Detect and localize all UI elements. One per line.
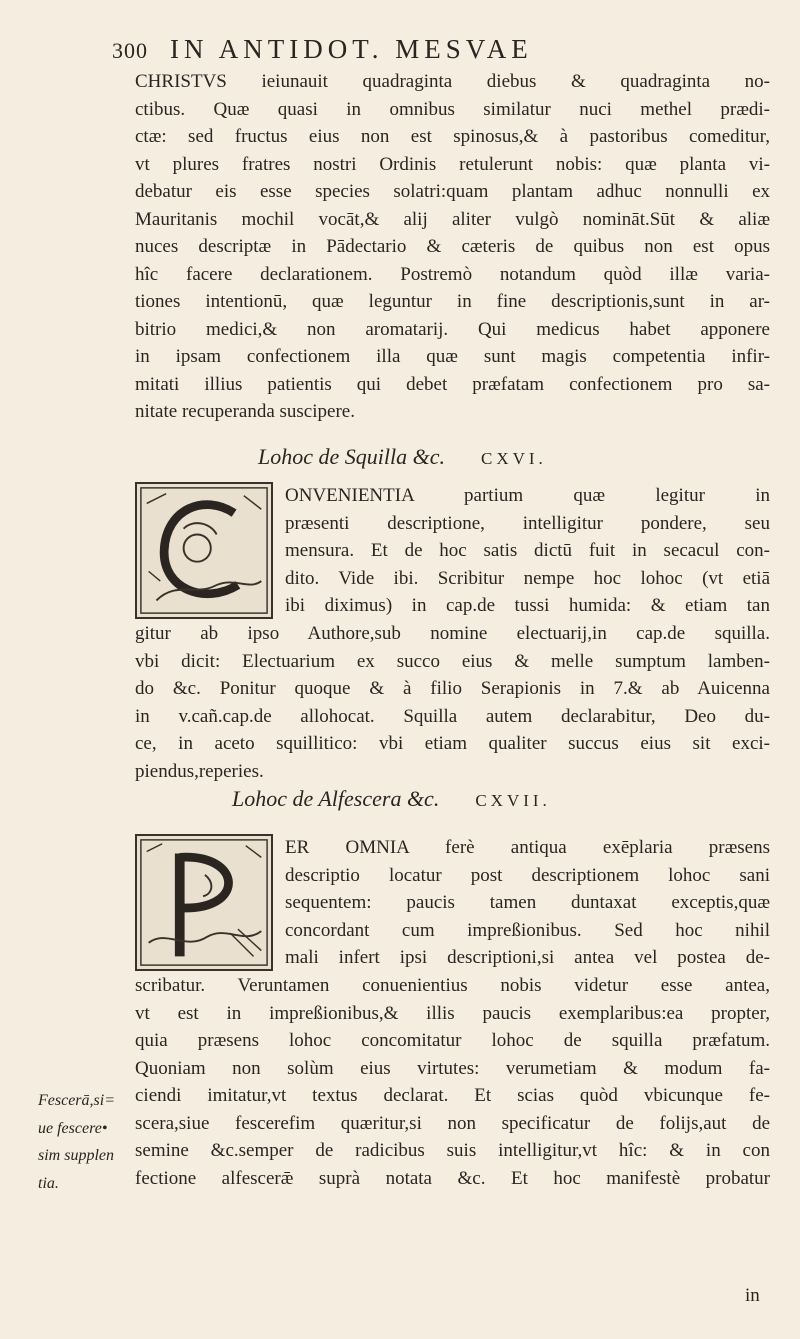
text-line: fectione alfescerǣ suprà notata &c. Et hoc manifestè probatur <box>135 1167 770 1189</box>
text-line: scera,siue fescerefim quæritur,si non specificatur de folijs,aut de <box>135 1112 770 1134</box>
text-line: piendus,reperies. <box>135 760 264 782</box>
text-line: mitati illius patientis qui debet præfatam confectionem pro sa- <box>135 373 770 395</box>
text-line: tiones intentionū, quæ leguntur in fine descriptionis,sunt in ar- <box>135 291 770 312</box>
text-line: ctæ: sed fructus eius non est spinosus,& à pastoribus comeditur, <box>135 126 770 147</box>
text-line: ce, in aceto squillitico: vbi etiam qualiter succus eius sit exci- <box>135 733 770 754</box>
text-line: concordant cum impreßionibus. Sed hoc nihil <box>285 919 770 941</box>
text-line: ER OMNIA ferè antiqua exēplaria præsens <box>285 837 770 858</box>
text-line: quia præsens lohoc concomitatur lohoc de squilla præfatum. <box>135 1030 770 1051</box>
text-line: CHRISTVS ieiunauit quadraginta diebus & quadraginta no- <box>135 71 770 92</box>
woodcut-initial-p <box>135 834 273 971</box>
catchword: in <box>745 1285 760 1306</box>
text-line: vt plures fratres nostri Ordinis retulerunt nobis: quæ planta vi- <box>135 153 770 175</box>
page-number: 300 <box>112 38 148 63</box>
text-line: hîc facere declarationem. Postremò notandum quòd illæ varia- <box>135 263 770 285</box>
text-line: ONVENIENTIA partium quæ legitur in <box>285 485 770 506</box>
running-head <box>112 34 672 65</box>
text-line: bitrio medici,& non aromatarij. Qui medicus habet apponere <box>135 318 770 340</box>
text-line: ibi diximus) in cap.de tussi humida: & etiam tan <box>285 595 770 616</box>
text-line: præsenti descriptione, intelligitur pondere, seu <box>285 512 770 534</box>
text-line: vt est in impreßionibus,& illis paucis exemplaribus:ea propter, <box>135 1002 770 1024</box>
margin-note-line: ue fescere• <box>38 1119 108 1137</box>
ornamental-initial-icon <box>137 484 271 617</box>
text-line: debatur eis esse species solatri:quam plantam adhuc nonnulli ex <box>135 181 770 202</box>
running-title: IN ANTIDOT. MESVAE <box>170 34 533 64</box>
text-line: mensura. Et de hoc satis dictū fuit in secacul con- <box>285 540 770 561</box>
marginal-note <box>38 1087 136 1197</box>
margin-note-line: Fescerā,si= <box>38 1092 115 1109</box>
text-line: do &c. Ponitur quoque & à filio Serapionis in 7.& ab Auicenna <box>135 678 770 699</box>
section-heading-cxvii <box>232 786 551 812</box>
text-line: sequentem: paucis tamen duntaxat exceptis,quæ <box>285 892 770 913</box>
text-line: mali infert ipsi descriptioni,si antea vel postea de- <box>285 947 770 968</box>
heading-title: Lohoc de Alfescera &c. <box>232 786 440 811</box>
margin-note-line: tia. <box>38 1174 59 1192</box>
ornamental-initial-icon <box>137 836 271 969</box>
paragraph-christvs <box>135 68 770 426</box>
paragraph-per-omnia-continued <box>135 972 770 1192</box>
heading-number: CXVII. <box>475 791 551 810</box>
text-line: in ipsam confectionem illa quæ sunt magis competentia infir- <box>135 346 770 367</box>
text-line: vbi dicit: Electuarium ex succo eius & melle sumptum lamben- <box>135 650 770 672</box>
text-line: nitate recuperanda suscipere. <box>135 401 355 422</box>
paragraph-per-omnia-indented <box>285 834 770 972</box>
paragraph-convenientia-continued <box>135 620 770 785</box>
text-line: ctibus. Quæ quasi in omnibus similatur nuci methel prædi- <box>135 98 770 120</box>
text-line: ciendi imitatur,vt textus declarat. Et scias quòd vbicunque fe- <box>135 1085 770 1106</box>
text-line: dito. Vide ibi. Scribitur nempe hoc lohoc (vt etiā <box>285 567 770 589</box>
paragraph-convenientia-indented <box>285 482 770 620</box>
text-line: in v.cañ.cap.de allohocat. Squilla autem declarabitur, Deo du- <box>135 705 770 727</box>
text-line: descriptio locatur post descriptionem lohoc sani <box>285 864 770 886</box>
text-line: semine &c.semper de radicibus suis intelligitur,vt hîc: & in con <box>135 1140 770 1161</box>
text-line: gitur ab ipso Authore,sub nomine electuarij,in cap.de squilla. <box>135 623 770 644</box>
text-line: nuces descriptæ in Pādectario & cæteris de quibus non est opus <box>135 236 770 257</box>
text-line: Quoniam non solùm eius virtutes: verumetiam & modum fa- <box>135 1057 770 1079</box>
margin-note-line: sim supplen <box>38 1147 114 1164</box>
text-line: scribatur. Veruntamen conuenientius nobis videtur esse antea, <box>135 975 770 996</box>
heading-number: CXVI. <box>480 449 547 468</box>
woodcut-initial-c <box>135 482 273 619</box>
heading-title: Lohoc de Squilla &c. <box>258 444 445 469</box>
text-line: Mauritanis mochil vocāt,& alij aliter vulgò nomināt.Sūt & aliæ <box>135 208 770 230</box>
section-heading-cxvi <box>258 444 547 470</box>
